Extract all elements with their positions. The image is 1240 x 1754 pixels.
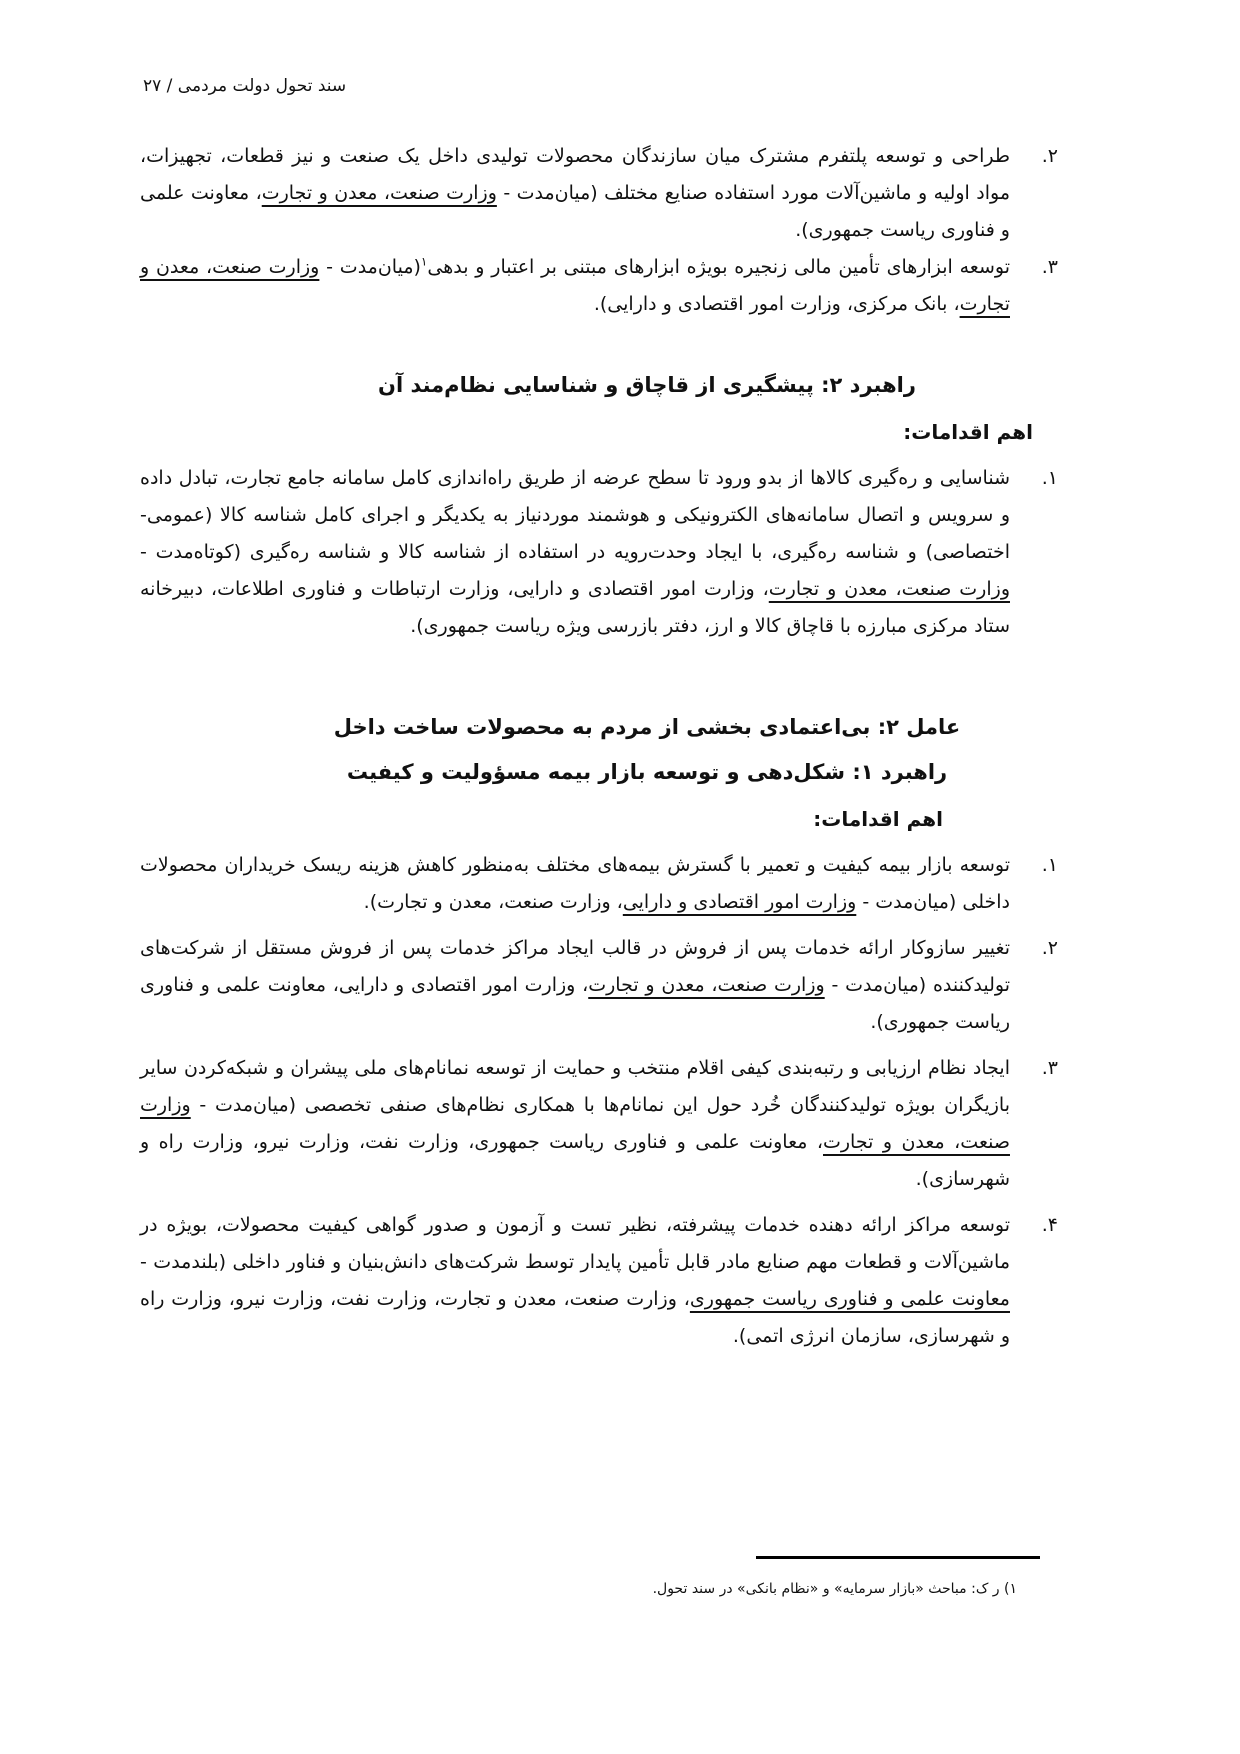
text-segment: ، وزارت صنعت، معدن و تجارت). (363, 891, 623, 913)
text-segment: ، وزارت صنعت، معدن و تجارت، وزارت نفت، وزارت نیرو، وزارت راه و شهرسازی، سازمان انرژی اتمی). (140, 1288, 1010, 1347)
item-text (140, 847, 1010, 921)
item-text (140, 460, 1010, 645)
footnote-separator-line (756, 1556, 1040, 1559)
text-segment: ، معاونت علمی و فناوری ریاست جمهوری، وزارت نفت، وزارت نیرو، وزارت راه و شهرسازی). (140, 1131, 1010, 1190)
text-segment: توسعه ابزارهای تأمین مالی زنجیره بویژه ابزارهای مبتنی بر اعتبار و بدهی (427, 256, 1010, 278)
underlined-responsible-body: وزارت امور اقتصادی و دارایی (622, 891, 857, 913)
text-segment: تغییر سازوکار ارائه خدمات پس از فروش در قالب ایجاد مراکز خدمات پس از فروش مستقل از شرکت‌های تولیدکننده (میان‌مدت - (140, 937, 1010, 996)
footnote-reference-superscript: ۱ (420, 254, 428, 269)
text-segment: ، معاونت علمی و فناوری ریاست جمهوری). (140, 182, 1010, 241)
underlined-responsible-body: وزارت صنعت، معدن و تجارت (768, 578, 1010, 600)
text-segment: توسعه بازار بیمه کیفیت و تعمیر با گسترش بیمه‌های مختلف به‌منظور کاهش هزینه ریسک خریداران محصولات داخلی (میان‌مدت - (140, 854, 1010, 913)
strategy-1-heading: راهبرد ۱: شکل‌دهی و توسعه بازار بیمه مسؤولیت و کیفیت (346, 760, 948, 784)
numbered-list-strategy-2-actions (140, 460, 1058, 645)
text-segment: ، وزارت امور اقتصادی و دارایی، معاونت علمی و فناوری ریاست جمهوری). (140, 974, 1010, 1033)
list-item (140, 930, 1058, 1041)
item-number: ۳. (1041, 1057, 1058, 1079)
item-number: ۲. (1041, 145, 1058, 167)
text-segment: شناسایی و ره‌گیری کالاها از بدو ورود تا سطح عرضه از طریق راه‌اندازی کامل سامانه جامع تجارت، تبادل داده و سرویس و اتصال سامانه‌های الکترونیکی و هوشمند موردنیاز به یکدیگر و اجرای کامل شناسه کالا (عمومی- اختصاصی) و شناسه ره‌گیری، با ایجاد وحدت‌رویه در استفاده از شناسه کالا و شناسه ره‌گیری (کوتاه‌مدت - (140, 467, 1010, 563)
list-item (140, 249, 1058, 323)
item-number: ۳. (1041, 256, 1058, 278)
item-number: ۲. (1041, 937, 1058, 959)
running-header-title: سند تحول دولت مردمی / ۲۷ (143, 76, 347, 96)
underlined-responsible-body: معاونت علمی و فناوری ریاست جمهوری (689, 1288, 1010, 1310)
list-item (140, 1207, 1058, 1355)
numbered-list-platform-items (140, 138, 1058, 323)
underlined-responsible-body: وزارت صنعت، معدن و تجارت (261, 182, 497, 204)
factor-2-heading: عامل ۲: بی‌اعتمادی بخشی از مردم به محصولات ساخت داخل (333, 715, 961, 739)
item-text (140, 138, 1010, 249)
list-item (140, 1050, 1058, 1198)
underlined-responsible-body: وزارت صنعت، معدن و تجارت (140, 1094, 1010, 1153)
item-text (140, 1207, 1010, 1355)
key-actions-label-1: اهم اقدامات: (903, 420, 1033, 444)
page-content (140, 138, 1058, 1364)
list-item (140, 460, 1058, 645)
key-actions-label-2: اهم اقدامات: (813, 807, 943, 831)
list-item (140, 138, 1058, 249)
item-text (140, 249, 1010, 323)
item-text (140, 930, 1010, 1041)
footnote-area (653, 1556, 1040, 1600)
footnote-text: ۱) ر ک: مباحث «بازار سرمایه» و «نظام بانکی» در سند تحول. (652, 1581, 1017, 1597)
text-segment: ، وزارت امور اقتصادی و دارایی، وزارت ارتباطات و فناوری اطلاعات، دبیرخانه ستاد مرکزی مبارزه با قاچاق کالا و ارز، دفتر بازرسی ویژه ریاست جمهوری). (140, 578, 1010, 637)
underlined-responsible-body: وزارت صنعت، معدن و تجارت (140, 256, 1010, 315)
text-segment: ، بانک مرکزی، وزارت امور اقتصادی و دارایی). (593, 293, 960, 315)
item-number: ۱. (1041, 854, 1058, 876)
text-segment: (میان‌مدت - (319, 256, 421, 278)
text-segment: ایجاد نظام ارزیابی و رتبه‌بندی کیفی اقلام منتخب و حمایت از توسعه نمانام‌های ملی پیشران و شبکه‌کردن سایر بازیگران بویژه تولیدکنندگان خُرد حول این نمانام‌ها با همکاری نظام‌های صنفی تخصصی (میان‌مدت - (140, 1057, 1010, 1116)
item-number: ۱. (1041, 467, 1058, 489)
underlined-responsible-body: وزارت صنعت، معدن و تجارت (588, 974, 825, 996)
text-segment: توسعه مراکز ارائه دهنده خدمات پیشرفته، نظیر تست و آزمون و صدور گواهی کیفیت محصولات، بویژه در ماشین‌آلات و قطعات مهم صنایع مادر قابل تأمین پایدار توسط شرکت‌های دانش‌بنیان و فناور داخلی (بلندمدت - (140, 1214, 1010, 1273)
item-number: ۴. (1041, 1214, 1058, 1236)
list-item (140, 847, 1058, 921)
text-segment: طراحی و توسعه پلتفرم مشترک میان سازندگان محصولات تولیدی داخل یک صنعت و نیز قطعات، تجهیزات، مواد اولیه و ماشین‌آلات مورد استفاده صنایع مختلف (میان‌مدت - (140, 145, 1010, 204)
strategy-2-heading: راهبرد ۲: پیشگیری از قاچاق و شناسایی نظام‌مند آن (378, 373, 916, 397)
item-text (140, 1050, 1010, 1198)
numbered-list-strategy-1-actions (140, 847, 1058, 1355)
